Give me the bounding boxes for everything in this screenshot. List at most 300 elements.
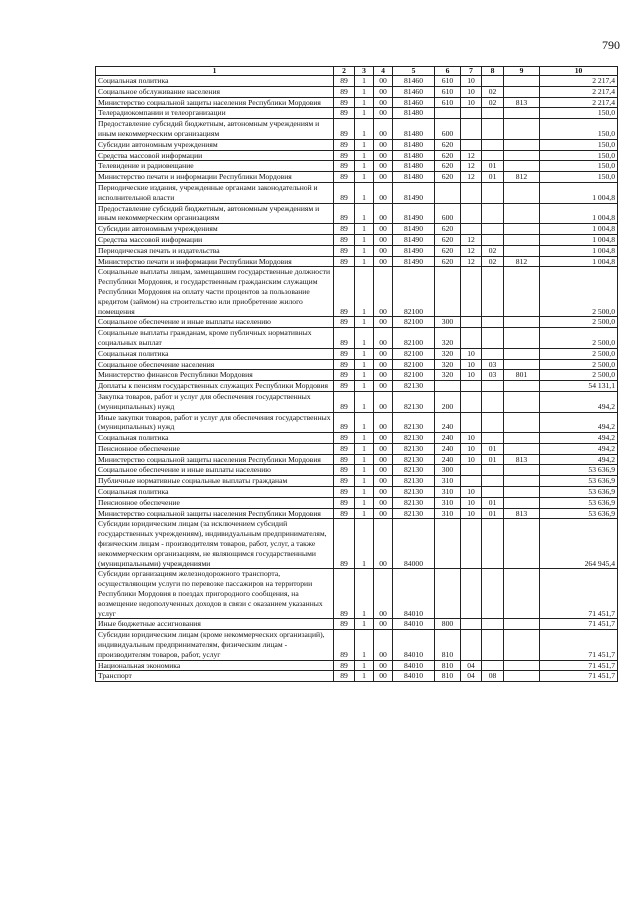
page-number: 790 [602,38,620,52]
cell-code-9: 812 [504,256,540,267]
cell-code-5: 81490 [393,256,435,267]
cell-item-name: Доплаты к пенсиям государственных служащих Республики Мордовия [96,381,334,392]
cell-code-8 [482,119,504,140]
cell-code-7: 12 [461,172,482,183]
cell-code-8 [482,569,504,619]
cell-code-3: 1 [355,569,374,619]
cell-code-4: 00 [374,412,393,433]
cell-code-4: 00 [374,465,393,476]
cell-code-3: 1 [355,476,374,487]
cell-code-4: 00 [374,256,393,267]
cell-code-4: 00 [374,487,393,498]
table-row [96,391,618,412]
cell-code-9 [504,359,540,370]
cell-item-name: Социальное обеспечение населения [96,359,334,370]
cell-code-5: 84010 [393,569,435,619]
cell-code-5: 82130 [393,412,435,433]
cell-code-2: 89 [334,224,355,235]
cell-code-4: 00 [374,224,393,235]
cell-code-6 [435,381,461,392]
cell-code-6: 310 [435,497,461,508]
table-header-row [96,67,618,76]
cell-item-name: Министерство социальной защиты населения Республики Мордовия [96,97,334,108]
cell-code-3: 1 [355,317,374,328]
cell-code-3: 1 [355,234,374,245]
cell-code-2: 89 [334,391,355,412]
cell-code-8: 01 [482,454,504,465]
cell-code-7 [461,630,482,660]
cell-code-7 [461,182,482,203]
cell-code-4: 00 [374,108,393,119]
cell-code-9 [504,465,540,476]
cell-code-5: 84010 [393,630,435,660]
cell-item-name: Закупка товаров, работ и услуг для обеспечения государственных (муниципальных) нужд [96,391,334,412]
cell-code-6: 320 [435,328,461,349]
cell-code-4: 00 [374,671,393,682]
cell-code-3: 1 [355,359,374,370]
cell-code-6: 240 [435,454,461,465]
cell-amount: 2 217,4 [540,97,618,108]
cell-code-4: 00 [374,508,393,519]
column-header-7: 7 [461,67,482,76]
cell-code-2: 89 [334,139,355,150]
cell-code-8: 02 [482,245,504,256]
cell-code-5: 81490 [393,234,435,245]
cell-code-8 [482,476,504,487]
cell-code-4: 00 [374,172,393,183]
cell-code-6: 600 [435,203,461,224]
cell-amount: 53 636,9 [540,476,618,487]
cell-code-6: 320 [435,370,461,381]
cell-code-7: 12 [461,150,482,161]
table-row [96,328,618,349]
cell-code-3: 1 [355,150,374,161]
cell-code-2: 89 [334,76,355,87]
cell-item-name: Средства массовой информации [96,234,334,245]
cell-amount: 1 004,8 [540,256,618,267]
cell-code-5: 82130 [393,487,435,498]
cell-code-5: 82130 [393,443,435,454]
column-header-1: 1 [96,67,334,76]
cell-code-2: 89 [334,370,355,381]
cell-code-4: 00 [374,267,393,317]
cell-code-9 [504,224,540,235]
cell-amount: 1 004,8 [540,203,618,224]
cell-code-2: 89 [334,161,355,172]
cell-code-8 [482,234,504,245]
cell-code-9 [504,317,540,328]
cell-code-5: 82130 [393,476,435,487]
cell-amount: 71 451,7 [540,671,618,682]
cell-code-2: 89 [334,245,355,256]
cell-code-2: 89 [334,497,355,508]
cell-code-5: 84010 [393,671,435,682]
cell-code-9 [504,108,540,119]
cell-code-9 [504,381,540,392]
table-row [96,630,618,660]
cell-code-2: 89 [334,381,355,392]
cell-code-9 [504,476,540,487]
cell-code-6: 610 [435,76,461,87]
cell-code-8 [482,391,504,412]
cell-code-8 [482,619,504,630]
cell-code-5: 84000 [393,519,435,569]
cell-code-3: 1 [355,508,374,519]
cell-amount: 53 636,9 [540,497,618,508]
cell-code-2: 89 [334,660,355,671]
cell-amount: 71 451,7 [540,619,618,630]
cell-code-5: 82100 [393,328,435,349]
cell-amount: 1 004,8 [540,224,618,235]
cell-item-name: Социальная политика [96,487,334,498]
cell-code-8: 02 [482,97,504,108]
cell-code-6: 310 [435,487,461,498]
cell-item-name: Социальная политика [96,433,334,444]
cell-code-6: 800 [435,619,461,630]
cell-code-7 [461,519,482,569]
cell-code-8 [482,317,504,328]
table-row [96,86,618,97]
table-row [96,465,618,476]
cell-code-3: 1 [355,630,374,660]
cell-code-3: 1 [355,182,374,203]
cell-amount: 150,0 [540,172,618,183]
cell-code-7: 10 [461,497,482,508]
cell-item-name: Субсидии юридическим лицам (кроме некоммерческих организаций), индивидуальным предпринимателям, физическим лицам - производителям товаров, работ, услуг [96,630,334,660]
cell-code-9 [504,139,540,150]
cell-code-8 [482,412,504,433]
cell-code-3: 1 [355,348,374,359]
cell-amount: 71 451,7 [540,660,618,671]
cell-code-9 [504,267,540,317]
cell-code-4: 00 [374,234,393,245]
cell-code-7 [461,328,482,349]
column-header-9: 9 [504,67,540,76]
cell-code-7 [461,619,482,630]
cell-code-3: 1 [355,203,374,224]
cell-code-2: 89 [334,454,355,465]
cell-item-name: Министерство социальной защиты населения Республики Мордовия [96,454,334,465]
cell-code-4: 00 [374,476,393,487]
cell-item-name: Социальное обеспечение и иные выплаты населению [96,465,334,476]
cell-code-6 [435,267,461,317]
cell-code-9 [504,660,540,671]
cell-code-6: 300 [435,465,461,476]
cell-item-name: Периодические издания, учрежденные органами законодательной и исполнительной власти [96,182,334,203]
cell-code-3: 1 [355,660,374,671]
cell-code-3: 1 [355,139,374,150]
cell-amount: 494,2 [540,391,618,412]
cell-amount: 150,0 [540,139,618,150]
table-row [96,433,618,444]
cell-code-8 [482,224,504,235]
cell-code-9 [504,619,540,630]
cell-code-6: 610 [435,86,461,97]
table-row [96,97,618,108]
table-row [96,108,618,119]
cell-code-5: 82130 [393,381,435,392]
cell-code-2: 89 [334,86,355,97]
cell-amount: 53 636,9 [540,508,618,519]
cell-code-9 [504,671,540,682]
cell-code-4: 00 [374,76,393,87]
cell-amount: 2 500,0 [540,267,618,317]
cell-code-7 [461,203,482,224]
cell-code-7 [461,465,482,476]
cell-item-name: Пенсионное обеспечение [96,443,334,454]
table-row [96,359,618,370]
cell-code-4: 00 [374,454,393,465]
cell-code-6 [435,569,461,619]
cell-code-3: 1 [355,172,374,183]
cell-code-6: 300 [435,317,461,328]
table-row [96,412,618,433]
table-row [96,508,618,519]
cell-code-5: 81490 [393,182,435,203]
cell-code-3: 1 [355,519,374,569]
cell-code-6: 620 [435,224,461,235]
cell-code-2: 89 [334,433,355,444]
cell-code-6 [435,182,461,203]
cell-item-name: Средства массовой информации [96,150,334,161]
cell-code-2: 89 [334,619,355,630]
cell-code-2: 89 [334,569,355,619]
cell-code-7: 12 [461,256,482,267]
cell-code-8 [482,328,504,349]
column-header-5: 5 [393,67,435,76]
table-row [96,245,618,256]
cell-code-3: 1 [355,161,374,172]
cell-amount: 494,2 [540,433,618,444]
cell-item-name: Министерство финансов Республики Мордовия [96,370,334,381]
cell-item-name: Периодическая печать и издательства [96,245,334,256]
cell-code-4: 00 [374,203,393,224]
cell-code-8 [482,660,504,671]
cell-code-8 [482,487,504,498]
column-header-3: 3 [355,67,374,76]
cell-code-9 [504,412,540,433]
cell-amount: 1 004,8 [540,234,618,245]
cell-code-9 [504,569,540,619]
column-header-10: 10 [540,67,618,76]
cell-code-4: 00 [374,569,393,619]
column-header-6: 6 [435,67,461,76]
cell-code-8 [482,182,504,203]
cell-code-6: 620 [435,161,461,172]
cell-code-8: 01 [482,497,504,508]
cell-code-7: 10 [461,76,482,87]
table-row [96,660,618,671]
table-row [96,182,618,203]
cell-code-7: 10 [461,433,482,444]
cell-code-5: 81480 [393,172,435,183]
cell-code-6: 620 [435,234,461,245]
cell-code-9 [504,328,540,349]
cell-code-7 [461,476,482,487]
cell-code-2: 89 [334,465,355,476]
cell-amount: 1 004,8 [540,245,618,256]
cell-item-name: Субсидии организациям железнодорожного транспорта, осуществляющим услуги по перевозке пассажиров на территории Республики Мордовия в поездах пригородного сообщения, на возмещение недополученных доходов в связи с оказанием указанных услуг [96,569,334,619]
table-row [96,519,618,569]
cell-code-3: 1 [355,391,374,412]
table-row [96,267,618,317]
table-row [96,454,618,465]
cell-code-3: 1 [355,381,374,392]
cell-item-name: Социальные выплаты гражданам, кроме публичных нормативных социальных выплат [96,328,334,349]
cell-code-4: 00 [374,519,393,569]
table-row [96,619,618,630]
cell-code-4: 00 [374,497,393,508]
cell-code-3: 1 [355,619,374,630]
cell-code-4: 00 [374,391,393,412]
cell-code-9 [504,119,540,140]
cell-code-8 [482,433,504,444]
cell-code-9 [504,487,540,498]
cell-code-9 [504,497,540,508]
cell-code-4: 00 [374,182,393,203]
cell-code-5: 84010 [393,619,435,630]
cell-code-3: 1 [355,119,374,140]
cell-code-6: 810 [435,671,461,682]
cell-item-name: Министерство печати и информации Республики Мордовия [96,172,334,183]
cell-code-2: 89 [334,519,355,569]
column-header-8: 8 [482,67,504,76]
cell-code-9: 813 [504,97,540,108]
cell-code-3: 1 [355,108,374,119]
table-row [96,569,618,619]
cell-code-2: 89 [334,267,355,317]
cell-code-3: 1 [355,370,374,381]
cell-code-7: 12 [461,245,482,256]
cell-code-7 [461,317,482,328]
cell-code-2: 89 [334,234,355,245]
cell-code-8 [482,203,504,224]
cell-code-6: 200 [435,391,461,412]
cell-code-3: 1 [355,86,374,97]
table-row [96,139,618,150]
cell-code-3: 1 [355,671,374,682]
cell-code-7: 12 [461,161,482,172]
cell-code-2: 89 [334,359,355,370]
budget-table [95,66,618,682]
table-row [96,256,618,267]
cell-item-name: Транспорт [96,671,334,682]
cell-code-5: 82100 [393,348,435,359]
table-row [96,172,618,183]
cell-code-2: 89 [334,443,355,454]
cell-code-5: 82130 [393,433,435,444]
cell-code-4: 00 [374,433,393,444]
table-row [96,497,618,508]
cell-code-3: 1 [355,76,374,87]
cell-code-2: 89 [334,172,355,183]
table-row [96,76,618,87]
cell-code-7: 10 [461,508,482,519]
cell-code-3: 1 [355,443,374,454]
cell-amount: 54 131,1 [540,381,618,392]
cell-item-name: Предоставление субсидий бюджетным, автономным учреждениям и иным некоммерческим организациям [96,119,334,140]
cell-code-7: 04 [461,660,482,671]
cell-code-7: 10 [461,443,482,454]
cell-code-3: 1 [355,328,374,349]
cell-code-6: 810 [435,660,461,671]
cell-code-8: 01 [482,161,504,172]
cell-code-3: 1 [355,465,374,476]
cell-item-name: Национальная экономика [96,660,334,671]
cell-amount: 150,0 [540,161,618,172]
cell-code-7 [461,569,482,619]
cell-item-name: Телевидение и радиовещание [96,161,334,172]
cell-item-name: Социальное обслуживание населения [96,86,334,97]
cell-code-5: 81480 [393,139,435,150]
cell-code-8 [482,519,504,569]
cell-code-9: 801 [504,370,540,381]
table-row [96,487,618,498]
cell-amount: 150,0 [540,108,618,119]
cell-code-7: 04 [461,671,482,682]
cell-code-5: 81460 [393,76,435,87]
cell-amount: 2 500,0 [540,348,618,359]
cell-code-9 [504,391,540,412]
cell-item-name: Телерадиокомпании и телеорганизации [96,108,334,119]
cell-code-8 [482,108,504,119]
cell-code-7: 10 [461,86,482,97]
table-row [96,443,618,454]
cell-item-name: Предоставление субсидий бюджетным, автономным учреждениям и иным некоммерческим организациям [96,203,334,224]
cell-amount: 53 636,9 [540,465,618,476]
cell-amount: 264 945,4 [540,519,618,569]
cell-code-8 [482,381,504,392]
cell-code-9: 813 [504,454,540,465]
cell-code-7 [461,267,482,317]
cell-amount: 150,0 [540,150,618,161]
cell-code-6: 620 [435,245,461,256]
cell-code-2: 89 [334,119,355,140]
cell-code-2: 89 [334,487,355,498]
cell-code-8 [482,465,504,476]
cell-item-name: Иные закупки товаров, работ и услуг для обеспечения государственных (муниципальных) нужд [96,412,334,433]
cell-amount: 2 500,0 [540,370,618,381]
cell-code-5: 81480 [393,119,435,140]
cell-code-6: 240 [435,443,461,454]
cell-code-9 [504,433,540,444]
cell-code-6: 620 [435,139,461,150]
cell-code-4: 00 [374,619,393,630]
cell-code-2: 89 [334,508,355,519]
cell-code-7 [461,381,482,392]
cell-code-5: 82100 [393,267,435,317]
cell-code-2: 89 [334,97,355,108]
cell-amount: 494,2 [540,443,618,454]
cell-code-4: 00 [374,359,393,370]
table-row [96,381,618,392]
cell-amount: 71 451,7 [540,630,618,660]
cell-code-8: 02 [482,256,504,267]
cell-code-4: 00 [374,86,393,97]
cell-code-4: 00 [374,317,393,328]
cell-code-8: 02 [482,86,504,97]
cell-code-4: 00 [374,328,393,349]
cell-code-7: 10 [461,348,482,359]
cell-code-6: 240 [435,412,461,433]
cell-code-5: 82130 [393,454,435,465]
cell-code-3: 1 [355,245,374,256]
cell-item-name: Субсидии автономным учреждениям [96,139,334,150]
cell-amount: 494,2 [540,412,618,433]
table-row [96,119,618,140]
cell-code-9 [504,161,540,172]
cell-item-name: Социальное обеспечение и иные выплаты населению [96,317,334,328]
